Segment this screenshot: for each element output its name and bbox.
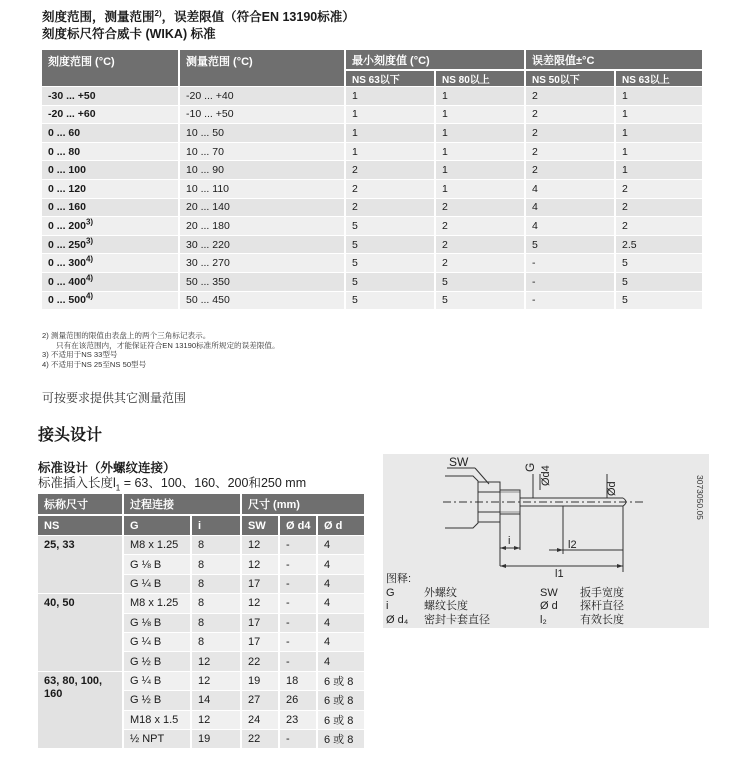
label-sw: SW [449,455,469,469]
label-l2: l2 [568,539,577,551]
sw-cell: 22 [242,651,280,670]
sub-sw: SW [242,514,280,535]
sub-ns: NS [38,514,124,535]
thread-i-cell: 12 [192,710,242,729]
min-scale-ns80-cell: 5 [436,291,526,310]
thread-i-cell: 14 [192,690,242,709]
section-title: 接头设计 [38,427,103,444]
min-scale-ns63-cell: 1 [346,123,436,142]
sw-cell: 27 [242,690,280,709]
drawing-code-text: 3073050.05 [695,475,705,520]
od-cell: 4 [318,632,364,651]
table-row [42,123,702,142]
scale-range-cell: 0 ... 250$^{3)}$ [42,235,180,254]
error-ns50-cell: - [526,272,616,291]
table-row [42,235,702,254]
scale-range-cell: 0 ... 160 [42,198,180,217]
od-cell: 4 [318,574,364,593]
error-ns50-cell: 4 [526,179,616,198]
thread-i-cell: 12 [192,651,242,670]
min-scale-ns63-cell: 1 [346,86,436,105]
nominal-size-cell: 40, 50 [38,593,124,671]
error-ns50-cell: 5 [526,235,616,254]
od4-cell: - [280,729,318,748]
legend-symbol: l₂ [540,613,547,626]
scale-range-cell: 0 ... 500$^{4)}$ [42,291,180,310]
col-scale-range: 刻度范围 (°C) [42,50,180,86]
error-ns50-cell: - [526,291,616,310]
min-scale-ns63-cell: 5 [346,216,436,235]
legend-desc: 有效长度 [580,613,624,626]
legend-symbol: Ø d [540,600,558,612]
od-cell: 6 或 8 [318,671,364,690]
scale-range-cell: 0 ... 60 [42,123,180,142]
footnotes [42,331,280,369]
sw-cell: 19 [242,671,280,690]
sub-od4: Ø d4 [280,514,318,535]
scale-range-cell: 0 ... 300$^{4)}$ [42,253,180,272]
insertion-length [38,473,306,491]
od4-cell: - [280,574,318,593]
legend-desc: 探杆直径 [580,600,624,612]
min-scale-ns80-cell: 1 [436,179,526,198]
error-ns63-cell: 1 [616,142,702,161]
col-dimensions: 尺寸 (mm) [242,494,364,514]
table-row [42,160,702,179]
sub-ns63-above: NS 63以上 [616,69,702,86]
drawing-code [693,475,707,535]
thread-i-cell: 8 [192,535,242,554]
process-g-cell: G ¼ B [124,574,192,593]
od-cell: 6 或 8 [318,710,364,729]
min-scale-ns80-cell: 2 [436,216,526,235]
thread-i-cell: 8 [192,613,242,632]
measuring-range-cell: 30 ... 270 [180,253,346,272]
thread-i-cell: 8 [192,632,242,651]
error-ns63-cell: 5 [616,291,702,310]
legend-row [386,614,660,628]
min-scale-ns80-cell: 2 [436,198,526,217]
error-ns63-cell: 2 [616,198,702,217]
legend-desc: 螺纹长度 [424,600,468,612]
od4-cell: - [280,651,318,670]
min-scale-ns63-cell: 2 [346,198,436,217]
connection-table [38,494,364,748]
process-g-cell: G ¼ B [124,632,192,651]
drawing-legend [386,573,660,627]
thread-i-cell: 19 [192,729,242,748]
label-l1: l1 [555,568,564,580]
measuring-range-cell: 10 ... 50 [180,123,346,142]
od-cell: 6 或 8 [318,690,364,709]
od4-cell: - [280,593,318,612]
error-ns63-cell: 1 [616,160,702,179]
od-cell: 6 或 8 [318,729,364,748]
scale-range-cell: 0 ... 400$^{4)}$ [42,272,180,291]
process-g-cell: M8 x 1.25 [124,593,192,612]
process-g-cell: G ½ B [124,651,192,670]
col-nominal-size: 标称尺寸 [38,494,124,514]
table-row [42,291,702,310]
min-scale-ns80-cell: 1 [436,105,526,124]
od4-cell: 26 [280,690,318,709]
table-row [38,535,364,554]
measuring-range-cell: 10 ... 110 [180,179,346,198]
legend-row [386,600,660,614]
od-cell: 4 [318,593,364,612]
sw-cell: 12 [242,535,280,554]
od4-cell: 23 [280,710,318,729]
process-g-cell: G ⅛ B [124,613,192,632]
measuring-range-cell: 50 ... 350 [180,272,346,291]
title-text-a: 刻度范围，测量范围 [42,10,155,24]
table-row [42,198,702,217]
error-ns63-cell: 1 [616,105,702,124]
legend-desc: 扳手宽度 [580,586,624,599]
other-ranges-note: 可按要求提供其它测量范围 [42,391,187,405]
sw-cell: 22 [242,729,280,748]
min-scale-ns63-cell: 5 [346,272,436,291]
standard-design-title: 标准设计（外螺纹连接） [38,461,176,475]
error-ns50-cell: 2 [526,123,616,142]
legend-desc: 密封卡套直径 [424,613,490,626]
scale-range-cell: 0 ... 120 [42,179,180,198]
od-cell: 4 [318,535,364,554]
legend-table [386,587,660,628]
thread-i-cell: 8 [192,593,242,612]
thread-i-cell: 12 [192,671,242,690]
sub-ns63-below: NS 63以下 [346,69,436,86]
od4-cell: - [280,632,318,651]
od-cell: 4 [318,613,364,632]
legend-symbol: i [386,600,389,612]
footnote-2-cont: 只有在该范围内，才能保证符合EN 13190标准所规定的误差限值。 [56,340,280,350]
nominal-size-cell: 63, 80, 100, 160 [38,671,124,749]
table-row [42,272,702,291]
error-ns50-cell: 4 [526,198,616,217]
process-g-cell: M8 x 1.25 [124,535,192,554]
col-error-limit: 误差限值±°C [526,50,702,69]
measuring-range-cell: 50 ... 450 [180,291,346,310]
label-od: Ød [606,481,618,496]
table-row [42,105,702,124]
sw-cell: 17 [242,613,280,632]
footnote-4: 4) 不适用于NS 25至NS 50型号 [42,359,147,369]
process-g-cell: M18 x 1.5 [124,710,192,729]
sw-cell: 12 [242,554,280,573]
thread-i-cell: 8 [192,574,242,593]
sw-cell: 17 [242,574,280,593]
measuring-range-cell: -10 ... +50 [180,105,346,124]
sw-cell: 17 [242,632,280,651]
legend-row [386,587,660,601]
od-cell: 4 [318,554,364,573]
insertion-sub: 1 [115,483,121,493]
od4-cell: 18 [280,671,318,690]
process-g-cell: G ¼ B [124,671,192,690]
measuring-range-cell: 10 ... 70 [180,142,346,161]
range-table [42,50,702,309]
table-row [42,253,702,272]
min-scale-ns80-cell: 5 [436,272,526,291]
table-row [42,142,702,161]
od4-cell: - [280,535,318,554]
measuring-range-cell: 30 ... 220 [180,235,346,254]
title-line-1 [42,9,355,26]
legend-symbol: SW [540,586,558,599]
error-ns50-cell: 4 [526,216,616,235]
scale-range-cell: 0 ... 100 [42,160,180,179]
sub-ns80-above: NS 80以上 [436,69,526,86]
table-row [42,86,702,105]
measuring-range-cell: 20 ... 180 [180,216,346,235]
thread-i-cell: 8 [192,554,242,573]
measuring-range-cell: 10 ... 90 [180,160,346,179]
table-row [42,216,702,235]
error-ns63-cell: 1 [616,123,702,142]
legend-title: 图释: [386,573,412,585]
sw-cell: 12 [242,593,280,612]
legend-desc: 外螺纹 [424,586,457,599]
insertion-values: = 63、100、160、200和250 mm [120,476,307,490]
error-ns50-cell: 2 [526,86,616,105]
sub-g: G [124,514,192,535]
min-scale-ns80-cell: 1 [436,123,526,142]
process-g-cell: G ½ B [124,690,192,709]
footnote-3: 3) 不适用于NS 33型号 [42,350,118,360]
title-line-2: 刻度标尺符合威卡 (WIKA) 标准 [42,27,216,41]
min-scale-ns63-cell: 1 [346,142,436,161]
min-scale-ns80-cell: 2 [436,253,526,272]
label-g: G [523,462,537,472]
scale-range-cell: 0 ... 200$^{3)}$ [42,216,180,235]
col-measuring-range: 测量范围 (°C) [180,50,346,86]
insertion-prefix: 标准插入长度l [38,476,116,490]
table-row [42,179,702,198]
error-ns63-cell: 2.5 [616,235,702,254]
min-scale-ns63-cell: 5 [346,235,436,254]
scale-range-cell: -30 ... +50 [42,86,180,105]
scale-range-cell: -20 ... +60 [42,105,180,124]
error-ns50-cell: 2 [526,105,616,124]
sw-cell: 24 [242,710,280,729]
measuring-range-cell: 20 ... 140 [180,198,346,217]
min-scale-ns80-cell: 2 [436,235,526,254]
error-ns63-cell: 1 [616,86,702,105]
od-cell: 4 [318,651,364,670]
sub-od: Ø d [318,514,364,535]
label-od4: Ød4 [540,465,552,486]
legend-symbol: G [386,586,395,599]
error-ns50-cell: 2 [526,142,616,161]
col-process-connection: 过程连接 [124,494,242,514]
od4-cell: - [280,554,318,573]
range-table-title [42,9,355,43]
process-g-cell: ½ NPT [124,729,192,748]
title-text-b: ，误差限值（符合EN 13190标准） [161,10,355,24]
error-ns50-cell: - [526,253,616,272]
min-scale-ns63-cell: 2 [346,160,436,179]
min-scale-ns63-cell: 1 [346,105,436,124]
min-scale-ns80-cell: 1 [436,86,526,105]
min-scale-ns63-cell: 5 [346,253,436,272]
legend-symbol: Ø d₄ [386,613,409,626]
label-i: i [508,535,511,547]
od4-cell: - [280,613,318,632]
scale-range-cell: 0 ... 80 [42,142,180,161]
footnote-2: 2) 测量范围的限值由表盘上的两个三角标记表示。 [42,331,211,340]
min-scale-ns80-cell: 1 [436,160,526,179]
error-ns63-cell: 2 [616,179,702,198]
min-scale-ns80-cell: 1 [436,142,526,161]
error-ns63-cell: 2 [616,216,702,235]
measuring-range-cell: -20 ... +40 [180,86,346,105]
title-footnote: 2) [154,8,162,18]
error-ns63-cell: 5 [616,272,702,291]
table-row [38,671,364,690]
min-scale-ns63-cell: 2 [346,179,436,198]
process-g-cell: G ⅛ B [124,554,192,573]
table-row [38,593,364,612]
col-min-scale-value: 最小刻度值 (°C) [346,50,526,69]
error-ns50-cell: 2 [526,160,616,179]
nominal-size-cell: 25, 33 [38,535,124,593]
sub-i: i [192,514,242,535]
min-scale-ns63-cell: 5 [346,291,436,310]
sub-ns50-below: NS 50以下 [526,69,616,86]
error-ns63-cell: 5 [616,253,702,272]
